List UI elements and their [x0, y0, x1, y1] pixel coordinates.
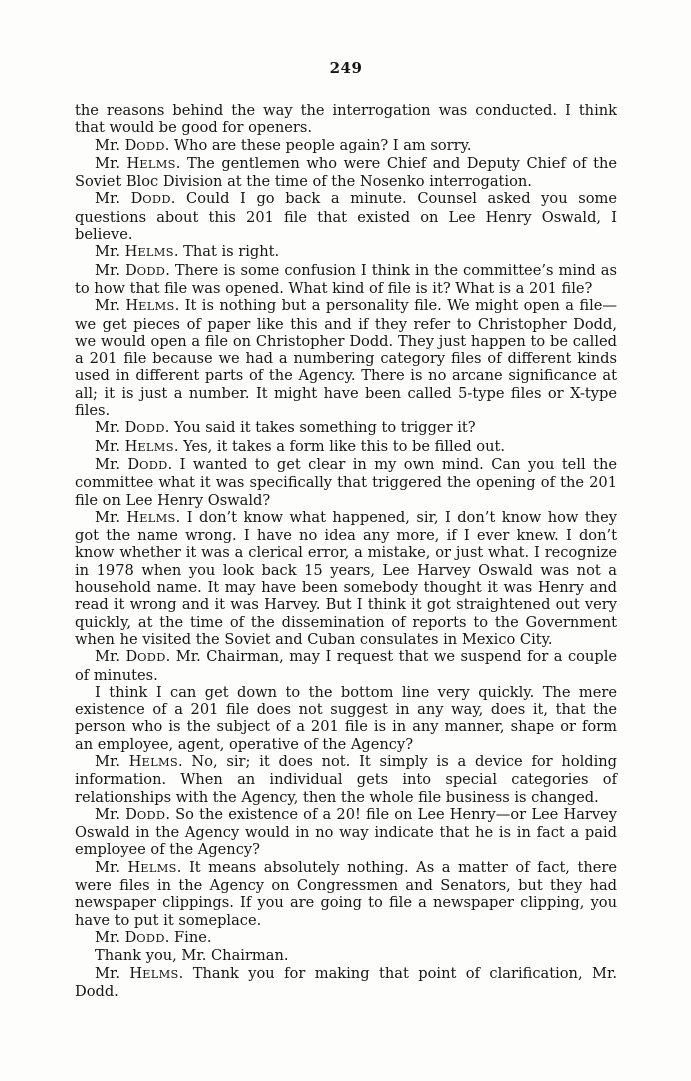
speaker-label: Mr. HELMS.	[95, 437, 179, 455]
speaker-smallcaps: ELMS	[140, 860, 177, 875]
paragraph-text: Fine.	[174, 928, 212, 946]
speaker-smallcaps: ODD	[136, 138, 165, 153]
speaker-label: Mr. DODD.	[95, 190, 176, 208]
transcript-paragraph	[75, 965, 617, 1001]
transcript-paragraph	[75, 509, 617, 648]
transcript-paragraph	[75, 243, 617, 261]
transcript-paragraph	[75, 753, 617, 806]
speaker-smallcaps: ELMS	[142, 966, 179, 981]
transcript-paragraph	[75, 806, 617, 859]
speaker-label: Mr. HELMS.	[95, 964, 184, 982]
paragraph-text: That is right.	[183, 243, 280, 261]
transcript-paragraph	[75, 947, 617, 964]
paragraph-text: I think I can get down to the bottom line very quickly. The mere existence of a 201 file does not suggest in any way, does it, that the person who is the subject of a 201 file is in any manner, shape or form an employee, agent, operative of the Agency?	[75, 683, 617, 753]
speaker-label: Mr. DODD.	[95, 805, 170, 823]
speaker-smallcaps: ODD	[137, 650, 166, 665]
speaker-smallcaps: ODD	[136, 807, 166, 822]
speaker-label: Mr. DODD.	[95, 136, 170, 154]
speaker-smallcaps: ODD	[136, 930, 165, 945]
transcript-paragraph	[75, 419, 617, 437]
speaker-smallcaps: ELMS	[141, 754, 178, 769]
speaker-label: Mr. HELMS.	[95, 752, 183, 770]
paragraph-text: The gentlemen who were Chief and Deputy Chief of the Soviet Bloc Division at the time of the Nosenko interrogation.	[75, 154, 617, 191]
page-number: 249	[329, 59, 363, 77]
paragraph-text: So the existence of a 20! file on Lee Henry—or Lee Harvey Oswald in the Agency would in no way indicate that he is in fact a paid employee of the Agency?	[75, 805, 618, 859]
paragraph-text: Thank you for making that point of clarification, Mr. Dodd.	[75, 964, 617, 1000]
speaker-smallcaps: ELMS	[138, 299, 175, 314]
transcript-paragraph	[75, 438, 617, 456]
speaker-label: Mr. DODD.	[95, 928, 170, 946]
paragraph-text: Thank you, Mr. Chairman.	[95, 947, 289, 965]
speaker-label: Mr. HELMS.	[95, 154, 181, 172]
speaker-label: Mr. HELMS.	[95, 508, 181, 526]
speaker-smallcaps: ELMS	[139, 156, 176, 171]
speaker-smallcaps: ELMS	[137, 245, 174, 260]
paragraph-text: It means absolutely nothing. As a matter of fact, there were files in the Agency on Congressmen and Senators, but they had newspaper clippings. If you are going to file a newspaper clipping, you have to put it someplace.	[75, 858, 618, 929]
speaker-smallcaps: ELMS	[137, 439, 174, 454]
transcript-paragraph	[75, 155, 617, 191]
transcript-paragraph	[75, 137, 617, 155]
speaker-label: Mr. DODD.	[95, 261, 170, 279]
speaker-smallcaps: ODD	[139, 457, 168, 472]
paragraph-text: I don’t know what happened, sir, I don’t know how they got the name wrong. I have no idea any more, if I ever knew. I don’t know whether it was a clerical error, a mistake, or just what. I recognize in 1978 when you look back 15 years, Lee Harvey Oswald was not a household name. It may have been somebody thought it was Henry and read it wrong and it was Harvey. But I think it got straightened out very quickly, at the time of the dissemination of reports to the Government when he visited the Soviet and Cuban consulates in Mexico City.	[75, 508, 618, 648]
speaker-label: Mr. HELMS.	[95, 243, 179, 261]
paragraph-text: It is nothing but a personality file. We might open a file—we get pieces of paper like this and if they refer to Christopher Dodd, we would open a file on Christopher Dodd. They just happen to be called a 201 file because we had a numbering category files of different kinds used in different parts of the Agency. There is no arcane significance at all; it is just a number. It might have been called 5-type files or X-type files.	[75, 297, 618, 420]
paragraph-text: the reasons behind the way the interrogation was conducted. I think that would be good for openers.	[75, 102, 617, 137]
speaker-smallcaps: ODD	[136, 263, 166, 278]
speaker-label: Mr. DODD.	[95, 455, 173, 473]
speaker-smallcaps: ODD	[142, 192, 171, 207]
speaker-smallcaps: ODD	[136, 421, 165, 436]
paragraph-text: There is some confusion I think in the committee’s mind as to how that file was opened. What kind of file is it? What is a 201 file?	[75, 261, 617, 297]
speaker-label: Mr. HELMS.	[95, 297, 180, 315]
transcript-paragraph	[75, 859, 617, 929]
transcript-paragraph	[75, 929, 617, 947]
speaker-label: Mr. DODD.	[95, 648, 171, 666]
paragraph-text: No, sir; it does not. It simply is a device for holding information. When an individual gets into special categories of relationships with the Agency, then the whole file business is changed.	[75, 752, 618, 806]
paragraph-text: Who are these people again? I am sorry.	[174, 136, 472, 154]
transcript-paragraph	[75, 190, 617, 243]
paragraph-text: Yes, it takes a form like this to be filled out.	[183, 437, 505, 455]
paragraph-text: Could I go back a minute. Counsel asked you some questions about this 201 file that existed on Lee Henry Oswald, I believe.	[75, 190, 617, 244]
transcript-paragraph	[75, 262, 617, 298]
transcript-paragraph	[75, 648, 617, 684]
speaker-smallcaps: ELMS	[139, 510, 176, 525]
transcript-paragraph	[75, 684, 617, 753]
paragraph-text: Mr. Chairman, may I request that we suspend for a couple of minutes.	[75, 648, 617, 684]
speaker-label: Mr. HELMS.	[95, 858, 182, 876]
transcript-paragraph	[75, 456, 617, 509]
paragraph-text: You said it takes something to trigger it?	[174, 419, 476, 437]
transcript-body	[75, 102, 617, 1000]
paragraph-text: I wanted to get clear in my own mind. Can you tell the committee what it was specifically that triggered the opening of the 201 file on Lee Henry Oswald?	[75, 455, 617, 509]
transcript-paragraph	[75, 102, 617, 137]
transcript-paragraph	[75, 297, 617, 419]
speaker-label: Mr. DODD.	[95, 419, 170, 437]
